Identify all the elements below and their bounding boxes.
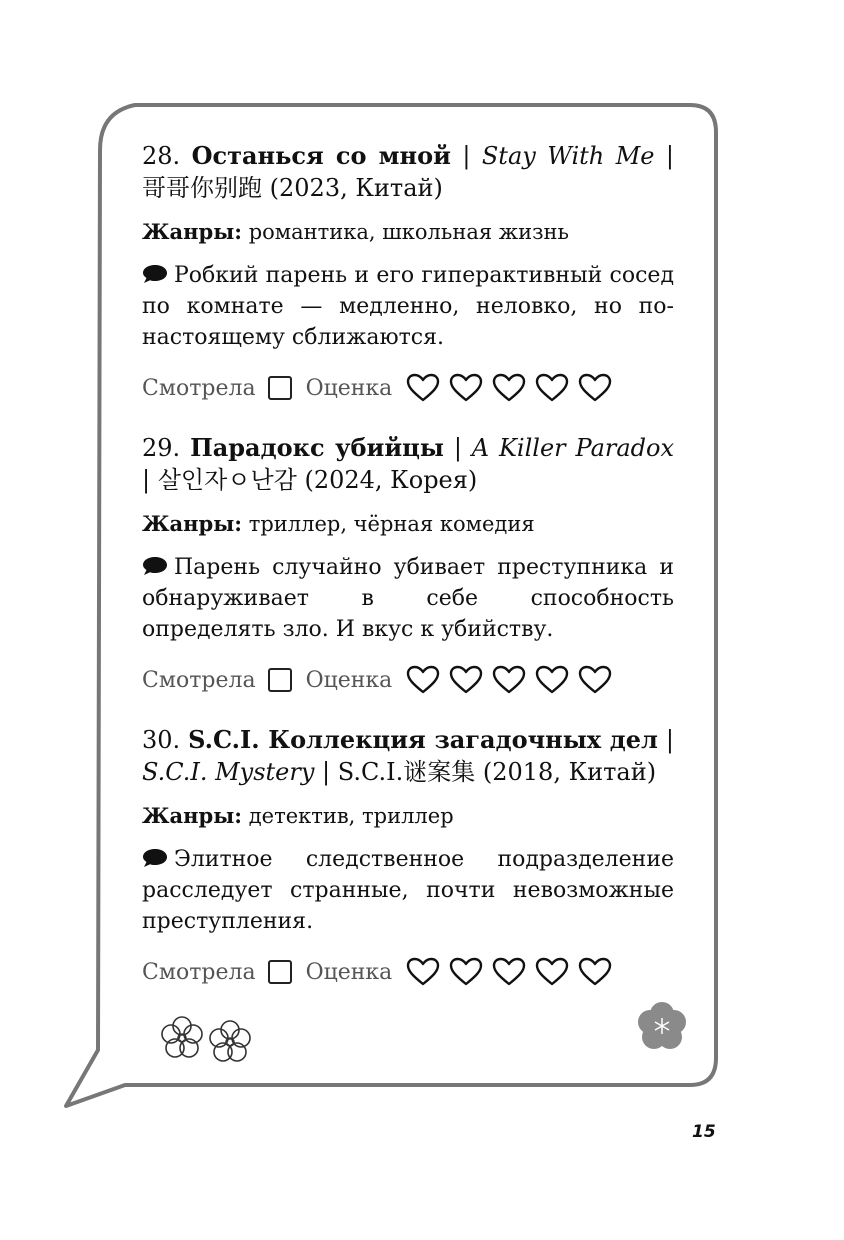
heart-icon[interactable] (449, 373, 483, 403)
watched-label: Смотрела (142, 959, 256, 985)
heart-icon[interactable] (449, 665, 483, 695)
genres-label: Жанры: (142, 219, 243, 244)
genres-value: романтика, школьная жизнь (248, 220, 569, 244)
entry-28 (142, 140, 674, 405)
heart-icon[interactable] (535, 665, 569, 695)
heart-icon[interactable] (578, 957, 612, 987)
genres-line (142, 218, 674, 246)
title-orig: 哥哥你别跑 (142, 174, 262, 202)
entry-number: 28. (142, 142, 181, 170)
watched-label: Смотрела (142, 375, 256, 401)
entry-number: 30. (142, 726, 181, 754)
title-ru: Останься со мной (191, 141, 451, 170)
title-en: Stay With Me (481, 142, 655, 170)
heart-icon[interactable] (406, 373, 440, 403)
genres-label: Жанры: (142, 511, 243, 536)
genres-value: детектив, триллер (248, 804, 454, 828)
heart-icon[interactable] (492, 665, 526, 695)
entry-number: 29. (142, 434, 181, 462)
title-en: S.C.I. Mystery (142, 758, 315, 786)
description-text: Парень случайно убивает преступника и обнаруживает в себе способность определять зло. И вкус к убийству. (142, 555, 674, 642)
title-en: A Killer Paradox (471, 434, 675, 462)
rating-row (142, 371, 674, 405)
genres-label: Жанры: (142, 803, 243, 828)
speech-bubble-icon (142, 556, 168, 576)
title-meta: (2018, Китай) (482, 758, 657, 786)
genres-line (142, 510, 674, 538)
title-meta: (2024, Корея) (304, 466, 478, 494)
watched-checkbox[interactable] (268, 376, 292, 400)
rating-label: Оценка (305, 375, 393, 401)
watched-label: Смотрела (142, 667, 256, 693)
description (142, 552, 674, 645)
entry-title: 30. S.C.I. Коллекция загадочных дел | S.C.I. Mystery | S.C.I.谜案集 (2018, Китай) (142, 725, 674, 786)
description-text: Элитное следственное подразделение расследует странные, почти невозможные преступления. (142, 847, 674, 934)
watched-checkbox[interactable] (268, 960, 292, 984)
entry-29 (142, 432, 674, 697)
rating-row (142, 663, 674, 697)
entry-title: 28. Останься со мной | Stay With Me | 哥哥你别跑 (2023, Китай) (142, 141, 674, 202)
title-meta: (2023, Китай) (269, 174, 443, 202)
speech-bubble-icon (142, 264, 168, 284)
genres-value: триллер, чёрная комедия (248, 512, 535, 536)
description (142, 844, 674, 937)
rating-label: Оценка (305, 667, 393, 693)
title-ru: Парадокс убийцы (190, 433, 444, 462)
entry-title: 29. Парадокс убийцы | A Killer Paradox | 살인자ㅇ난감 (2024, Корея) (142, 433, 675, 494)
heart-icon[interactable] (535, 373, 569, 403)
page-number: 15 (692, 1122, 716, 1142)
entry-30 (142, 724, 674, 989)
heart-icon[interactable] (578, 373, 612, 403)
title-orig: 살인자ㅇ난감 (157, 466, 297, 494)
heart-icon[interactable] (492, 957, 526, 987)
title-ru: S.C.I. Коллекция загадочных дел (188, 725, 658, 754)
description (142, 260, 674, 353)
speech-bubble-icon (142, 848, 168, 868)
description-text: Робкий парень и его гиперактивный сосед по комнате — медленно, неловко, но по-настоящему сближаются. (142, 263, 674, 350)
heart-icon[interactable] (492, 373, 526, 403)
heart-icon[interactable] (535, 957, 569, 987)
genres-line (142, 802, 674, 830)
heart-icon[interactable] (406, 665, 440, 695)
heart-icon[interactable] (578, 665, 612, 695)
heart-icon[interactable] (449, 957, 483, 987)
title-orig: S.C.I.谜案集 (337, 758, 476, 786)
rating-row (142, 955, 674, 989)
rating-label: Оценка (305, 959, 393, 985)
watched-checkbox[interactable] (268, 668, 292, 692)
heart-icon[interactable] (406, 957, 440, 987)
